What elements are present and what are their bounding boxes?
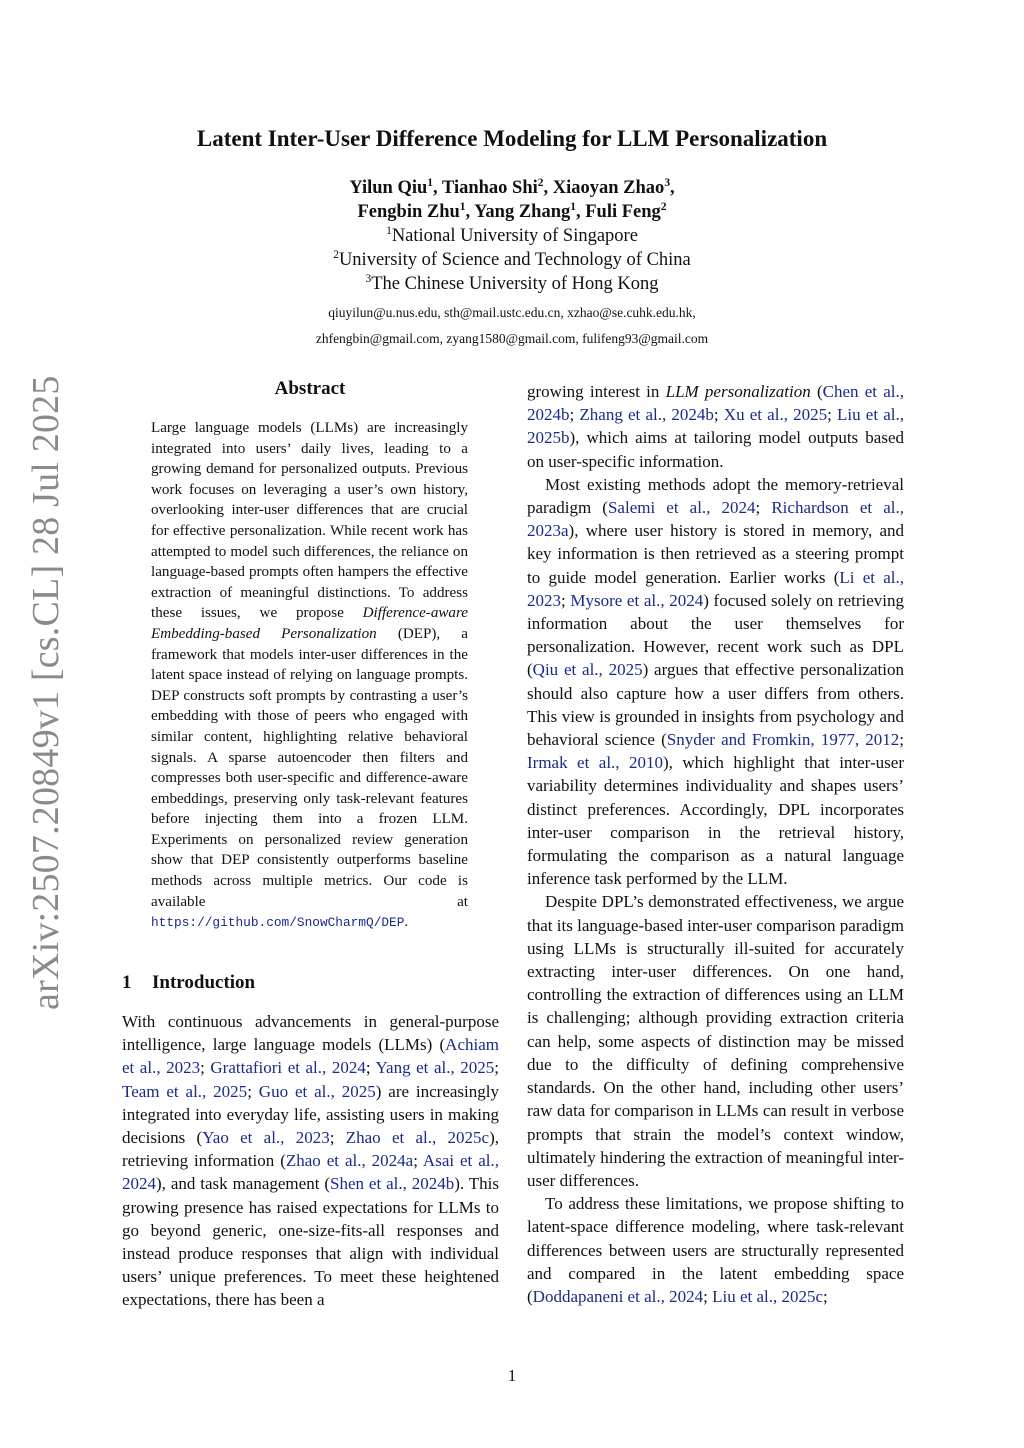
intro-paragraph: [122, 1010, 499, 1312]
text-run: ), which aims at tailoring model outputs based on user-specific information.: [527, 428, 904, 471]
text-run: ), which highlight that inter-user variability determines individuality and shapes users’ distinct preferences. Accordingly, DPL incorporates inter-user comparison in the retrieval history, formulating the comparison as a natural language inference task performed by the LLM.: [527, 753, 904, 889]
abstract-text-part: .: [404, 914, 409, 931]
author-name: Yilun Qiu: [349, 178, 428, 198]
text-run: ;: [329, 1128, 346, 1148]
citation-link[interactable]: Qiu et al., 2025: [532, 660, 643, 680]
text-run: ;: [569, 405, 580, 425]
affiliation-name: The Chinese University of Hong Kong: [371, 274, 659, 294]
author-name: Fengbin Zhu: [357, 202, 460, 222]
text-run: ;: [703, 1286, 713, 1306]
author-line-2: [0, 200, 1024, 224]
intro-paragraph: [527, 380, 904, 473]
affiliation-mark: 3: [365, 272, 372, 285]
citation-link[interactable]: Xu et al., 2025: [723, 405, 828, 425]
text-run: growing interest in: [527, 382, 666, 401]
text-run: ) are increasingly integrated into everyday life, assisting users in making decisions (: [122, 1081, 499, 1148]
text-run: ;: [413, 1151, 423, 1171]
text-run: To address these limitations, we propose shifting to latent-space difference modeling, where task-relevant differences between users are structurally represented and compared in the latent embedding space (: [527, 1194, 904, 1306]
author-separator: ,: [543, 178, 553, 198]
citation-link[interactable]: Zhang et al., 2024b: [579, 405, 714, 425]
text-run: Most existing methods adopt the memory-retrieval paradigm (: [527, 474, 904, 518]
citation-link[interactable]: Salemi et al., 2024: [607, 498, 756, 518]
affiliation-name: University of Science and Technology of China: [338, 250, 691, 270]
affiliation: [0, 272, 1024, 296]
citation-link[interactable]: Zhao et al., 2024a: [285, 1151, 414, 1171]
paper-title: Latent Inter-User Difference Modeling for LLM Personalization: [196, 126, 828, 151]
author-affil-mark: 3: [664, 176, 671, 189]
author-name: Tianhao Shi: [441, 178, 538, 198]
email-line: qiuyilun@u.nus.edu, sth@mail.ustc.edu.cn, xzhao@se.cuhk.edu.hk,: [328, 305, 696, 320]
citation-link[interactable]: Yang et al., 2025: [375, 1058, 495, 1078]
email-line: zhfengbin@gmail.com, zyang1580@gmail.com, fulifeng93@gmail.com: [315, 331, 709, 346]
text-run: ), retrieving information (: [122, 1128, 500, 1171]
affiliation-mark: 1: [386, 224, 392, 237]
citation-link[interactable]: Team et al., 2025: [122, 1081, 248, 1101]
author-affil-mark: 2: [537, 176, 544, 189]
section-heading: [122, 972, 255, 994]
author-line-1: [0, 176, 1024, 200]
text-run: ) argues that effective personalization should also capture how a user differs from others. This view is grounded in insights from psychology and behavioral science (: [527, 660, 904, 750]
text-run: ), where user history is stored in memory, and key information is then retrieved as a steering prompt to guide model generation. Earlier works (: [527, 521, 904, 587]
abstract-text-part: Large language models (LLMs) are increasingly integrated into users’ daily lives, leading to a growing demand for personalized outputs. Previous work focuses on leveraging a user’s own history, overlooking inter-user differences that are crucial for effective personalization. While recent work has attempted to model such differences, the reliance on language-based prompts often hampers the effective extraction of meaningful distinctions. To address these issues, we propose: [151, 420, 468, 622]
citation-link[interactable]: Asai et al., 2024: [122, 1151, 499, 1194]
author-affil-mark: 2: [660, 200, 667, 213]
citation-link[interactable]: Yao et al., 2023: [202, 1128, 330, 1148]
emphasis: LLM personalization: [665, 382, 811, 401]
author-affil-mark: 1: [570, 200, 576, 213]
citation-link[interactable]: Mysore et al., 2024: [570, 590, 704, 610]
section-number: 1: [122, 972, 132, 993]
author-separator: ,: [433, 178, 442, 198]
intro-paragraph: [527, 1192, 904, 1308]
text-run: ;: [827, 405, 838, 425]
affiliation: [0, 224, 1024, 248]
affiliation: [0, 248, 1024, 272]
author-name: Xiaoyan Zhao: [552, 178, 665, 198]
citation-link[interactable]: Chen et al., 2024b: [527, 382, 905, 425]
affiliation-name: National University of Singapore: [391, 226, 638, 246]
code-link[interactable]: https://github.com/SnowCharmQ/DEP: [151, 915, 405, 931]
citation-link[interactable]: Liu et al., 2025c: [712, 1286, 824, 1306]
section-title: Introduction: [152, 972, 256, 993]
citation-link[interactable]: Richardson et al., 2023a: [527, 498, 905, 541]
affiliation-mark: 2: [333, 248, 339, 261]
text-run: ;: [561, 590, 571, 610]
citation-link[interactable]: Doddapaneni et al., 2024: [532, 1286, 704, 1306]
author-block: [0, 176, 1024, 352]
method-name: Difference-aware Embedding-based Personalization: [151, 605, 468, 642]
author-name: Yang Zhang: [474, 202, 571, 222]
author-name: Fuli Feng: [585, 202, 661, 222]
citation-link[interactable]: Liu et al., 2025b: [527, 405, 905, 448]
citation-link[interactable]: Zhao et al., 2025c: [345, 1128, 490, 1148]
author-separator: ,: [465, 202, 475, 222]
arxiv-identifier: arXiv:2507.20849v1 [cs.CL] 28 Jul 2025: [25, 375, 67, 1010]
abstract-body: [151, 418, 468, 934]
citation-link[interactable]: Grattafiori et al., 2024: [210, 1058, 366, 1078]
citation-link[interactable]: Irmak et al., 2010: [527, 753, 664, 773]
intro-paragraph: [527, 473, 904, 891]
intro-right-column: [527, 380, 904, 1308]
citation-link[interactable]: Achiam et al., 2023: [122, 1035, 499, 1078]
text-run: (: [810, 382, 823, 401]
text-run: ;: [899, 730, 904, 750]
citation-link[interactable]: Li et al., 2023: [527, 567, 904, 610]
text-run: ;: [200, 1058, 211, 1078]
intro-paragraph: Despite DPL’s demonstrated effectiveness, we argue that its language-based inter-user comparison paradigm using LLMs is structurally ill-suited for accurately extracting inter-user differences. On one hand, controlling the extraction of differences using an LLM is challenging; although providing extraction criteria can help, some aspects of distinction may be missed due to the difficulty of defining comprehensive standards. On the other hand, including other users’ raw data for comparison in LLMs can result in verbose prompts that strain the model’s context window, ultimately hindering the extraction of meaningful inter-user differences.: [527, 892, 904, 1190]
text-run: ;: [247, 1081, 259, 1101]
text-run: ). This growing presence has raised expectations for LLMs to go beyond generic, one-size-fits-all responses and instead produce responses that align with individual users’ unique preferences. To meet these heightened expectations, there has been a: [122, 1174, 500, 1310]
author-affil-mark: 1: [427, 176, 434, 189]
author-separator: ,: [670, 178, 675, 198]
abstract-text-part: (DEP), a framework that models inter-user differences in the latent space instead of relying on language prompts. DEP constructs soft prompts by contrasting a user’s embedding with those of peers who engaged with similar content, highlighting relative behavioral signals. A sparse autoencoder then filters and compresses both user-specific and difference-aware embeddings, preserving only task-relevant features before injecting them into a frozen LLM. Experiments on personalized review generation show that DEP consistently outperforms baseline methods across multiple metrics. Our code is available at: [151, 625, 469, 910]
intro-left-column: [122, 1010, 499, 1312]
text-run: ), and task management (: [156, 1174, 330, 1194]
text-run: ) focused solely on retrieving information about the user themselves for personalization. However, recent work such as DPL (: [527, 590, 904, 680]
text-run: ;: [713, 405, 724, 425]
citation-link[interactable]: Guo et al., 2025: [258, 1081, 376, 1101]
text-run: ;: [365, 1058, 376, 1078]
author-affil-mark: 1: [459, 200, 466, 213]
text-run: ;: [823, 1286, 828, 1306]
abstract-heading: Abstract: [274, 378, 346, 399]
page-number: 1: [507, 1366, 517, 1385]
author-separator: ,: [575, 202, 586, 222]
citation-link[interactable]: Shen et al., 2024b: [330, 1174, 455, 1194]
email-list: [0, 300, 1024, 352]
text-run: With continuous advancements in general-purpose intelligence, large language models (LLMs) (: [122, 1012, 499, 1055]
text-run: ;: [755, 498, 772, 518]
citation-link[interactable]: Snyder and Fromkin, 1977, 2012: [666, 730, 900, 750]
text-run: ;: [494, 1058, 499, 1078]
